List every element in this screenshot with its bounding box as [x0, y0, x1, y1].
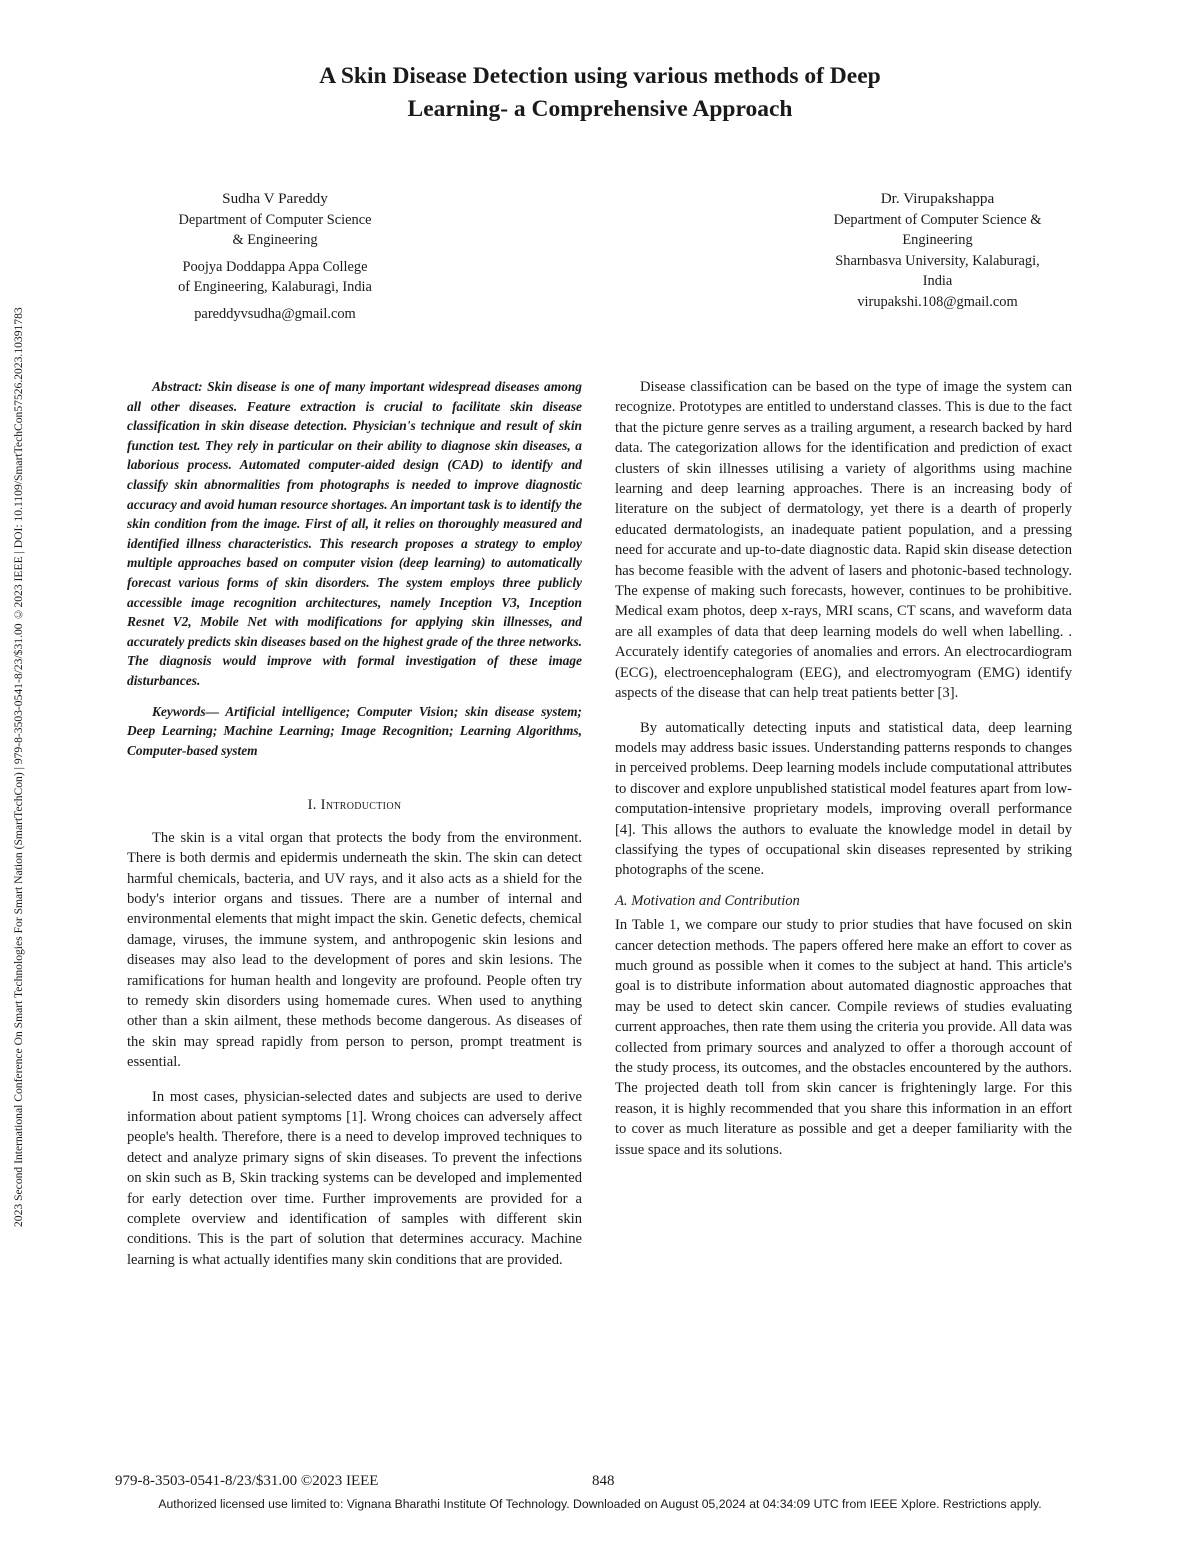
title-line-1: A Skin Disease Detection using various methods of Deep	[319, 63, 881, 89]
body-paragraph-motivation: In Table 1, we compare our study to prior studies that have focused on skin cancer detection methods. The papers offered here make an effort to cover as much ground as possible when it comes to the subject at hand. This article's goal is to distribute information about automated diagnostic approaches that may be used to detect skin cancer. Compile reviews of studies evaluating current approaches, then rate them using the criteria you provide. All data was collected from primary sources and analyzed to offer a thorough account of the study process, its outcomes, and the obstacles encountered by the authors. The projected death toll from skin cancer is frighteningly large. For this reason, it is highly recommended that you share this information in an effort to cover as much literature as possible and get a deeper familiarity with the issue space and its solutions.	[615, 917, 1072, 1158]
author-institution-line: Poojya Doddappa Appa College	[182, 258, 368, 275]
license-notice: Authorized licensed use limited to: Vignana Bharathi Institute Of Technology. Downloaded on August 05,2024 at 04:34:09 UTC from IEEE Xplore. Restrictions apply.	[158, 1497, 1042, 1511]
keywords: Keywords— Artificial intelligence; Computer Vision; skin disease system; Deep Learning; Machine Learning; Image Recognition; Learning Algorithms, Computer-based system	[127, 703, 582, 758]
author-block-1	[130, 189, 420, 325]
author-institution-line: India	[922, 273, 953, 290]
intro-paragraph-2: In most cases, physician-selected dates and subjects are used to derive information about patient symptoms [1]. Wrong choices can adversely affect people's health. Therefore, there is a need to develop improved techniques to detect and analyze primary signs of skin diseases. To prevent the infections on skin such as B, Skin tracking systems can be developed and implemented for early detection over time. Further improvements are provided for a complete overview and identification of samples with different skin conditions. This is the part of solution that determines accuracy. Machine learning is what actually identifies many skin conditions that are provided.	[127, 1088, 582, 1268]
title-line-2: Learning- a Comprehensive Approach	[407, 96, 793, 122]
section-heading-introduction: I. Introduction	[307, 797, 402, 814]
page-number: 848	[592, 1473, 615, 1489]
author-email[interactable]: virupakshi.108@gmail.com	[857, 293, 1018, 310]
author-institution-line: Sharnbasva University, Kalaburagi,	[835, 252, 1040, 269]
body-paragraph-classification: Disease classification can be based on the type of image the system can recognize. Prototypes are entitled to understand classes. This is due to the fact that the picture genre serves as a trailing argument, a research backed by hard data. The categorization allows for the identification and prediction of exact clusters of skin illnesses utilising a variety of algorithms using machine learning and deep learning approaches. There is an increasing body of literature on the subject of dermatology, yet there is a dearth of properly educated dermatologists, an inadequate patient population, and a pressing need for accurate and up-to-date diagnostic data. Rapid skin disease detection has become feasible with the advent of lasers and photonic-based technology. The expense of making such forecasts, however, continues to be prohibitive. Medical exam photos, deep x-rays, MRI scans, CT scans, and waveform data are all examples of data that deep learning models do well when labelling. . Accurately identify categories of anomalies and errors. An electrocardiogram (ECG), electroencephalogram (EEG), and electromyogram (EMG) identify aspects of the disease that can help treat patients better [3].	[615, 379, 1072, 702]
body-paragraph-deep-learning: By automatically detecting inputs and statistical data, deep learning models may address basic issues. Understanding patterns responds to changes in perceived problems. Deep learning models include computational attributes to discover and explore unpublished statistical model features apart from low-computation-intensive proprietary models, improving overall performance [4]. This allows the authors to evaluate the knowledge model in detail by classifying the types of occupational skin diseases represented by striking photographs of the scene.	[615, 719, 1072, 879]
intro-paragraph-1: The skin is a vital organ that protects the body from the environment. There is both dermis and epidermis underneath the skin. The skin can detect harmful chemicals, bacteria, and UV rays, and it also acts as a shield for the body's interior organs and tissues. There are a number of internal and environmental elements that might impact the skin. Genetic defects, chemical damage, viruses, the immune system, and anthropogenic skin lesions and diseases may also lead to the development of pores and skin lesions. The ramifications for human health and longevity are profound. People often try to remedy skin disorders using homemade cures. When used to anything other than a skin ailment, these methods become dangerous. As diseases of the skin may spread rapidly from person to person, prompt treatment is essential.	[127, 829, 582, 1071]
right-column	[615, 377, 1072, 1160]
abstract: Abstract: Skin disease is one of many important widespread diseases among all other diseases. Feature extraction is crucial to facilitate skin disease classification in skin disease detection. Physician's technique and result of skin function test. They rely in particular on their ability to diagnose skin diseases, a laborious process. Automated computer-aided design (CAD) to identify and classify skin abnormalities from photographs is needed to improve diagnostic accuracy and avoid human resource shortages. An important task is to identify the skin condition from the image. First of all, it relies on thoroughly measured and identified illness characteristics. This research proposes a strategy to employ multiple approaches based on computer vision (deep learning) to automatically forecast various forms of skin disorders. The system employs three publicly accessible image recognition architectures, namely Inception V3, Inception Resnet V2, Mobile Net with modifications for applying skin illnesses, and accurately predicts skin diseases based on the highest grade of the three networks. The diagnosis would improve with formal investigation of these image disturbances.	[127, 379, 582, 688]
author-email[interactable]: pareddyvsudha@gmail.com	[194, 305, 356, 322]
author-name: Sudha V Pareddy	[222, 190, 328, 207]
paper-title	[150, 60, 1050, 126]
subsection-heading-motivation: A. Motivation and Contribution	[615, 892, 800, 909]
author-block-2	[800, 189, 1075, 313]
author-dept-line: Engineering	[902, 232, 973, 249]
author-dept-line: Department of Computer Science	[178, 211, 372, 228]
doi-side-note: 2023 Second International Conference On Smart Technologies For Smart Nation (SmartTechCon) | 979-8-3503-0541-8/23/$31.00 ©2023 IEEE | DOI: 10.1109/SmartTechCon57526.2023.10391783	[12, 307, 25, 1228]
author-dept-line: & Engineering	[232, 232, 318, 249]
left-column	[127, 377, 582, 1270]
footer-isbn: 979-8-3503-0541-8/23/$31.00 ©2023 IEEE	[115, 1473, 379, 1489]
author-name: Dr. Virupakshappa	[880, 190, 995, 207]
author-dept-line: Department of Computer Science &	[833, 211, 1042, 228]
author-institution-line: of Engineering, Kalaburagi, India	[178, 279, 372, 296]
